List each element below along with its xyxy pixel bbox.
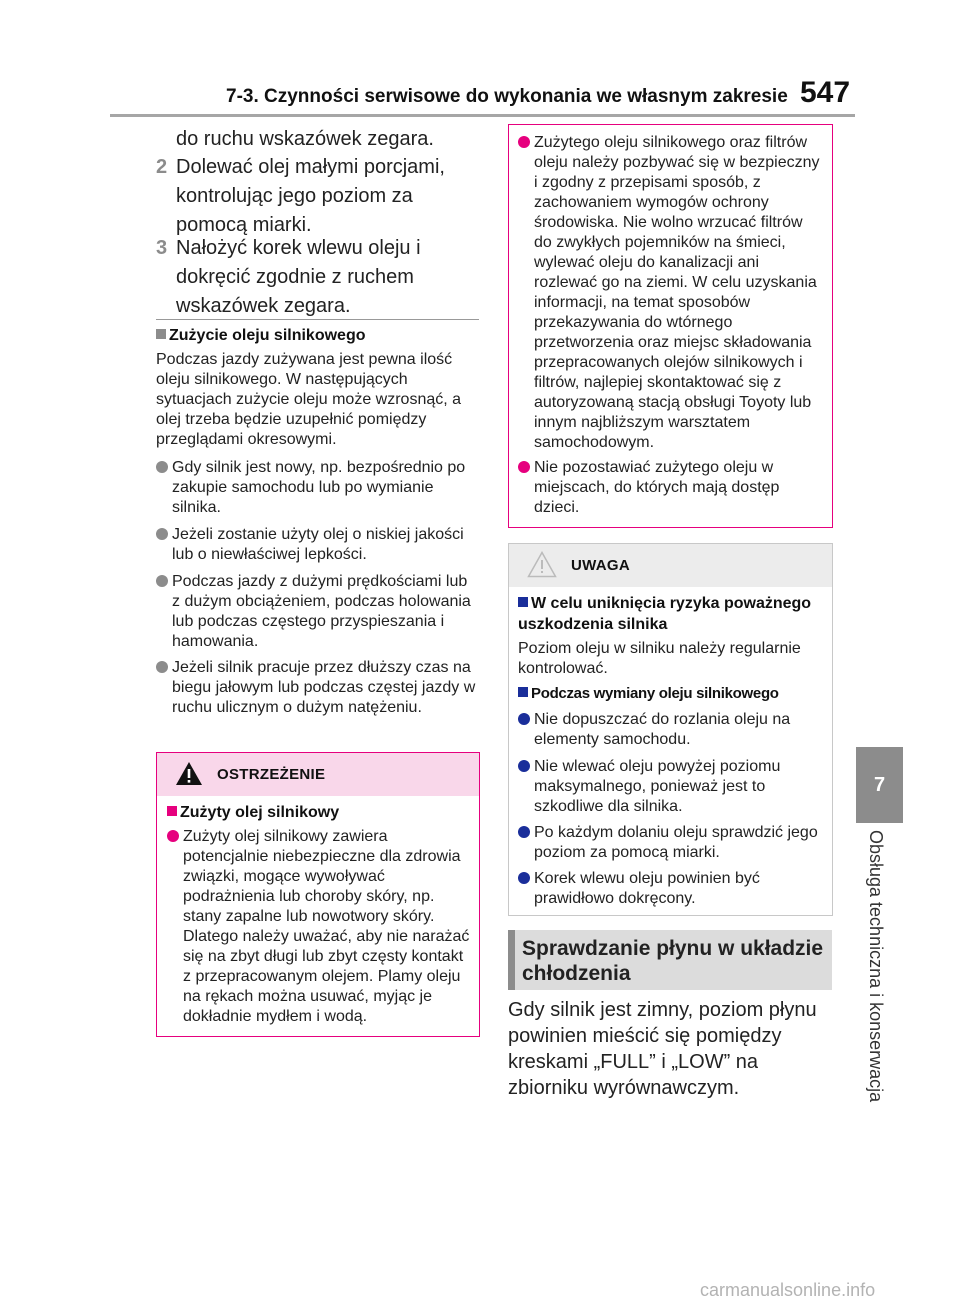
caution-triangle-icon (527, 551, 557, 578)
page-number: 547 (800, 76, 851, 109)
bullet-icon (156, 661, 168, 673)
caution-heading-1: W celu uniknięcia ryzyka poważnego uszkodzenia silnika (518, 595, 812, 633)
square-bullet-icon (167, 806, 177, 816)
list-item: Nie pozostawiać zużytego oleju w miejscach, do których mają dostęp dzieci. (518, 458, 824, 518)
square-bullet-icon (518, 687, 528, 697)
step-3 (156, 234, 478, 321)
caution-heading-2: Podczas wymiany oleju silnikowego (518, 683, 828, 704)
bullet-icon (167, 830, 179, 842)
list-item: Nie wlewać oleju powyżej poziomu maksymalnego, ponieważ jest to szkodliwe dla silnika. (518, 757, 824, 817)
watermark: carmanualsonline.info (700, 1280, 876, 1300)
coolant-section-heading: Sprawdzanie płynu w układzie chłodzenia (508, 930, 832, 990)
bullet-icon (518, 760, 530, 772)
warning-label: OSTRZEŻENIE (217, 766, 326, 783)
oil-use-intro: Podczas jazdy zużywana jest pewna ilość oleju silnikowego. W następujących sytuacjach zużycie oleju może wzrosnąć, a olej trzeba będzie uzupełnić pomiędzy przeglądami okresowymi. (156, 351, 462, 448)
step-text: Dolewać olej małymi porcjami, kontrolując jego poziom za pomocą miarki. (176, 156, 445, 236)
list-item: Gdy silnik jest nowy, np. bezpośrednio po zakupie samochodu lub po wymianie silnika. (156, 458, 478, 518)
bullet-icon (518, 713, 530, 725)
list-item: Jeżeli silnik pracuje przez dłuższy czas na biegu jałowym lub podczas częstej jazdy w ruchu ulicznym o dużym natężeniu. (156, 658, 478, 718)
bullet-icon (156, 528, 168, 540)
caution-box-header (509, 544, 832, 587)
list-item: Korek wlewu oleju powinien być prawidłowo dokręcony. (518, 869, 824, 909)
bullet-icon (156, 575, 168, 587)
warning-box-header (157, 753, 479, 796)
caution-paragraph: Poziom oleju w silniku należy regularnie kontrolować. (518, 640, 801, 677)
warning-triangle-icon (175, 761, 203, 786)
caution-box (508, 543, 833, 916)
bullet-icon (518, 826, 530, 838)
step-2 (156, 153, 478, 240)
warning-box (156, 752, 480, 1037)
caution-label: UWAGA (571, 557, 630, 574)
coolant-text: Gdy silnik jest zimny, poziom płynu powinien mieścić się pomiędzy kreskami „FULL” i „LOW” na zbiorniku wyrównawczym. (508, 999, 817, 1099)
square-bullet-icon (518, 597, 528, 607)
header-title: 7-3. Czynności serwisowe do wykonania we własnym zakresie (226, 86, 788, 107)
section-divider (156, 319, 479, 320)
step-text: Nałożyć korek wlewu oleju i dokręcić zgodnie z ruchem wskazówek zegara. (176, 237, 421, 317)
list-item: Jeżeli zostanie użyty olej o niskiej jakości lub o niewłaściwej lepkości. (156, 525, 478, 565)
bullet-icon (518, 872, 530, 884)
step-number: 2 (156, 156, 168, 178)
list-item: Nie dopuszczać do rozlania oleju na elementy samochodu. (518, 710, 824, 750)
chapter-tab: 7 (856, 747, 903, 823)
section-heading-bar (508, 930, 515, 990)
list-item: Zużytego oleju silnikowego oraz filtrów oleju należy pozbywać się w bezpieczny i zgodny z przepisami sposób, z zachowaniem wymogów ochrony środowiska. Nie wolno wrzucać filtrów do zwykłych pojemników na śmieci, wylewać oleju do kanalizacji ani rozlewać go na ziemi. W celu uzyskania informacji, na temat sposobów przekazywania do wtórnego przetworzenia oraz miejsc składowania przepracowanych olejów silnikowych i filtrów, najlepiej skontaktować się z autoryzowaną stacją obsługi Toyoty lub innym najbliższym warsztatem samochodowym. (518, 133, 824, 453)
step-continuation: do ruchu wskazówek zegara. (176, 128, 434, 150)
bullet-icon (156, 461, 168, 473)
list-item: Zużyty olej silnikowy zawiera potencjalnie niebezpieczne dla zdrowia związki, mogące wywoływać podrażnienia lub choroby skóry, np. stany zapalne lub nowotwory skóry. Dlatego należy uważać, aby nie narażać się na zbyt długi lub zbyt częsty kontakt z przepracowanym olejem. Plamy oleju na rękach można usuwać, myjąc je dokładnie mydłem i wodą. (167, 827, 472, 1027)
section-heading: Zużycie oleju silnikowego (156, 325, 479, 346)
warning-heading: Zużyty olej silnikowy (167, 802, 472, 823)
step-number: 3 (156, 237, 168, 259)
chapter-label: Obsługa techniczna i konserwacja (866, 830, 886, 1103)
list-item: Po każdym dolaniu oleju sprawdzić jego poziom za pomocą miarki. (518, 823, 824, 863)
square-bullet-icon (156, 329, 166, 339)
bullet-icon (518, 136, 530, 148)
header-rule (110, 114, 855, 117)
list-item: Podczas jazdy z dużymi prędkościami lub z dużym obciążeniem, podczas holowania lub podczas częstego przyspieszania i hamowania. (156, 572, 478, 652)
warning-box-continued (508, 124, 833, 528)
bullet-icon (518, 461, 530, 473)
